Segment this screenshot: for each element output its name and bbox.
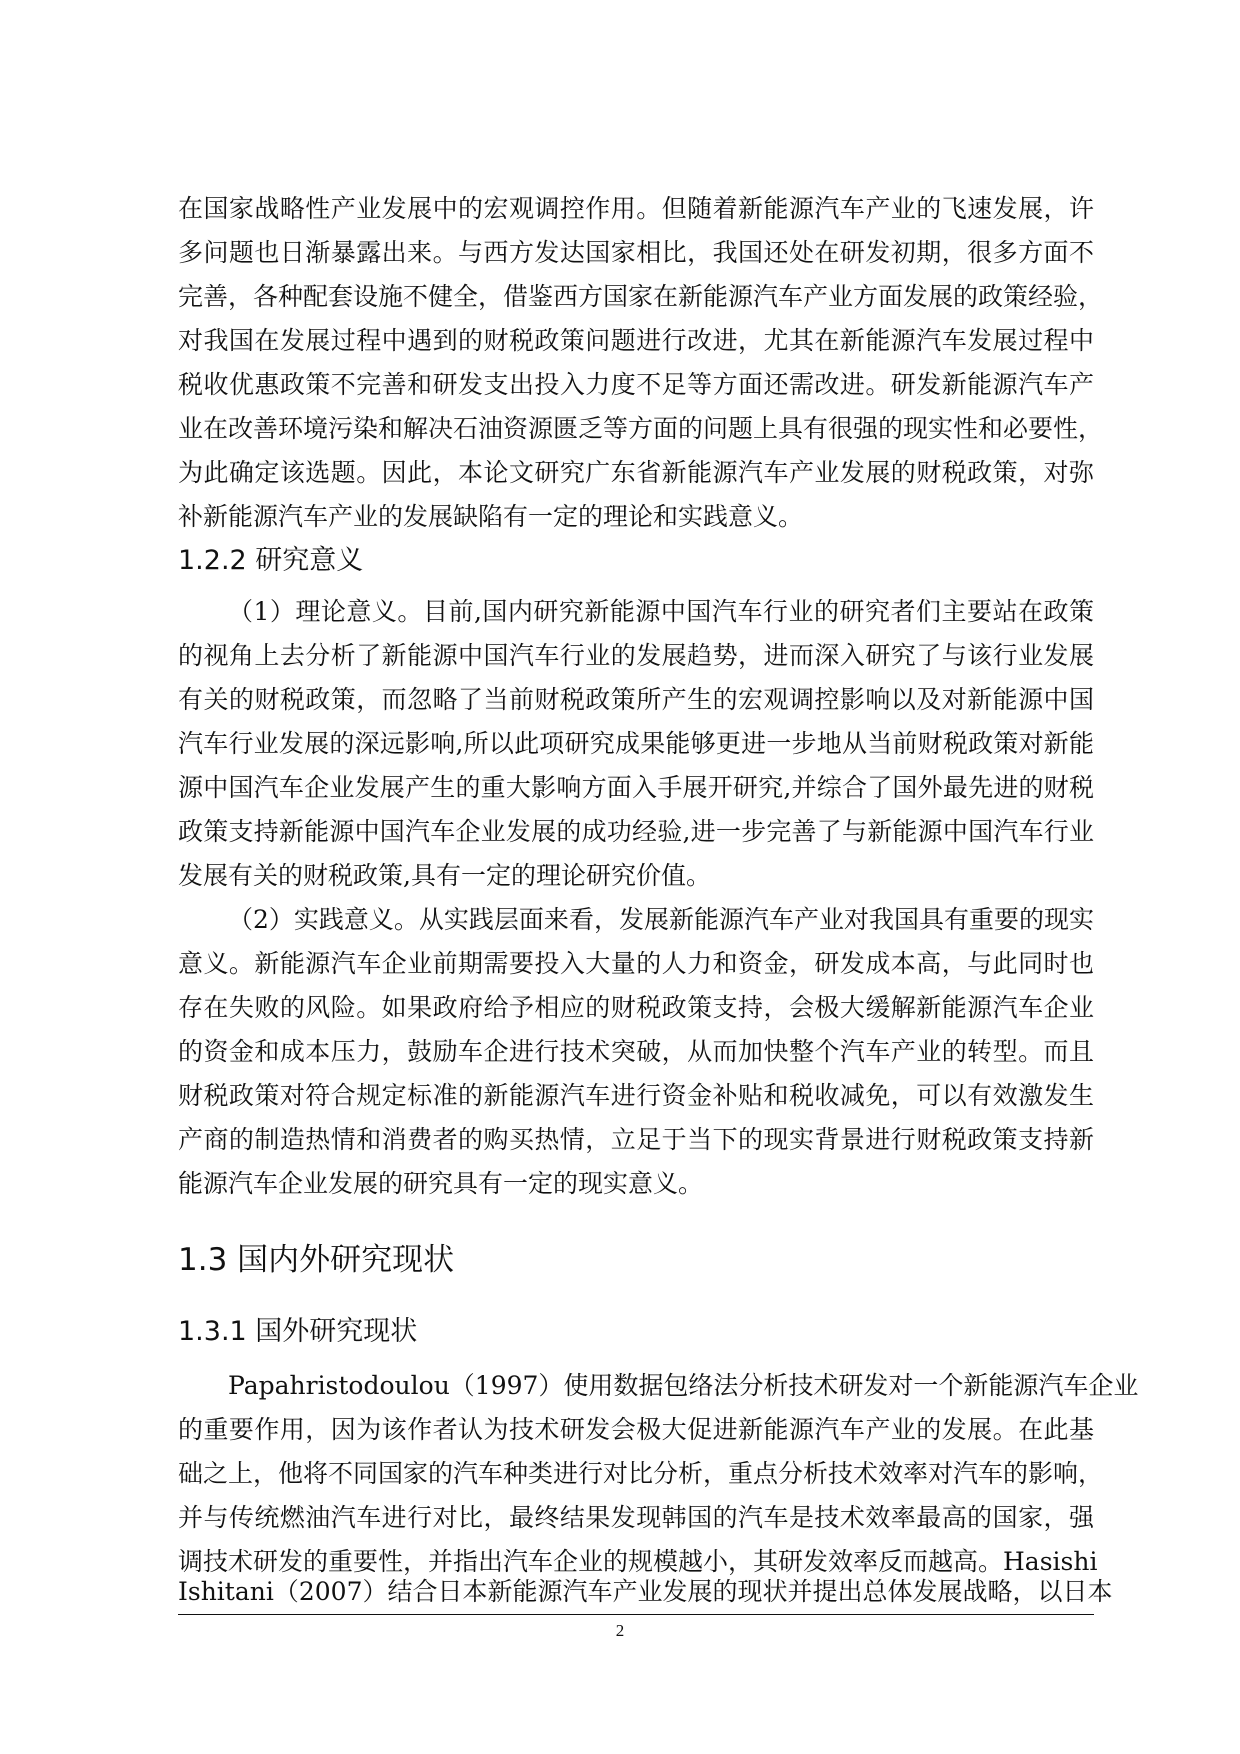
intro-line: 税收优惠政策不完善和研发支出投入力度不足等方面还需改进。研发新能源汽车产 [178, 370, 1094, 399]
paragraph-line: （1）理论意义。目前,国内研究新能源中国汽车行业的研究者们主要站在政策 [228, 597, 1094, 626]
paragraph-line: 并与传统燃油汽车进行对比，最终结果发现韩国的汽车是技术效率最高的国家，强 [178, 1503, 1094, 1532]
paragraph-line: 能源汽车企业发展的研究具有一定的现实意义。 [178, 1169, 704, 1198]
section-heading-1-2-2: 1.2.2 研究意义 [178, 545, 364, 576]
paragraph-line: 调技术研发的重要性，并指出汽车企业的规模越小，其研发效率反而越高。Hasishi [178, 1547, 1098, 1576]
paragraph-line: 意义。新能源汽车企业前期需要投入大量的人力和资金，研发成本高，与此同时也 [178, 949, 1094, 978]
footer-divider [178, 1614, 1094, 1615]
page-number: 2 [615, 1621, 625, 1640]
paragraph-line: Papahristodoulou（1997）使用数据包络法分析技术研发对一个新能源汽车企业 [228, 1371, 1139, 1400]
paragraph-line: 的重要作用，因为该作者认为技术研发会极大促进新能源汽车产业的发展。在此基 [178, 1415, 1094, 1444]
paragraph-line: 的资金和成本压力，鼓励车企进行技术突破，从而加快整个汽车产业的转型。而且 [178, 1037, 1094, 1066]
intro-line: 补新能源汽车产业的发展缺陷有一定的理论和实践意义。 [178, 502, 804, 531]
paragraph-line: 发展有关的财税政策,具有一定的理论研究价值。 [178, 861, 711, 890]
paragraph-line: 有关的财税政策，而忽略了当前财税政策所产生的宏观调控影响以及对新能源中国 [178, 685, 1094, 714]
intro-line: 对我国在发展过程中遇到的财税政策问题进行改进，尤其在新能源汽车发展过程中 [178, 326, 1094, 355]
intro-line: 为此确定该选题。因此，本论文研究广东省新能源汽车产业发展的财税政策，对弥 [178, 458, 1094, 487]
intro-line: 完善，各种配套设施不健全，借鉴西方国家在新能源汽车产业方面发展的政策经验， [178, 282, 1104, 311]
paragraph-line: Ishitani（2007）结合日本新能源汽车产业发展的现状并提出总体发展战略，以日本 [178, 1577, 1113, 1606]
paragraph-line: 础之上，他将不同国家的汽车种类进行对比分析，重点分析技术效率对汽车的影响， [178, 1459, 1104, 1488]
intro-line: 多问题也日渐暴露出来。与西方发达国家相比，我国还处在研发初期，很多方面不 [178, 238, 1094, 267]
paragraph-line: 政策支持新能源中国汽车企业发展的成功经验,进一步完善了与新能源中国汽车行业 [178, 817, 1094, 846]
paragraph-line: 产商的制造热情和消费者的购买热情，立足于当下的现实背景进行财税政策支持新 [178, 1125, 1094, 1154]
section-heading-1-3-1: 1.3.1 国外研究现状 [178, 1316, 418, 1347]
paragraph-line: （2）实践意义。从实践层面来看，发展新能源汽车产业对我国具有重要的现实 [228, 905, 1094, 934]
paragraph-line: 财税政策对符合规定标准的新能源汽车进行资金补贴和税收减免，可以有效激发生 [178, 1081, 1094, 1110]
paragraph-line: 存在失败的风险。如果政府给予相应的财税政策支持，会极大缓解新能源汽车企业 [178, 993, 1094, 1022]
intro-line: 在国家战略性产业发展中的宏观调控作用。但随着新能源汽车产业的飞速发展，许 [178, 194, 1094, 223]
section-heading-1-3: 1.3 国内外研究现状 [178, 1242, 455, 1278]
paragraph-line: 源中国汽车企业发展产生的重大影响方面入手展开研究,并综合了国外最先进的财税 [178, 773, 1094, 802]
intro-line: 业在改善环境污染和解决石油资源匮乏等方面的问题上具有很强的现实性和必要性， [178, 414, 1104, 443]
paragraph-line: 的视角上去分析了新能源中国汽车行业的发展趋势，进而深入研究了与该行业发展 [178, 641, 1094, 670]
paragraph-line: 汽车行业发展的深远影响,所以此项研究成果能够更进一步地从当前财税政策对新能 [178, 729, 1094, 758]
